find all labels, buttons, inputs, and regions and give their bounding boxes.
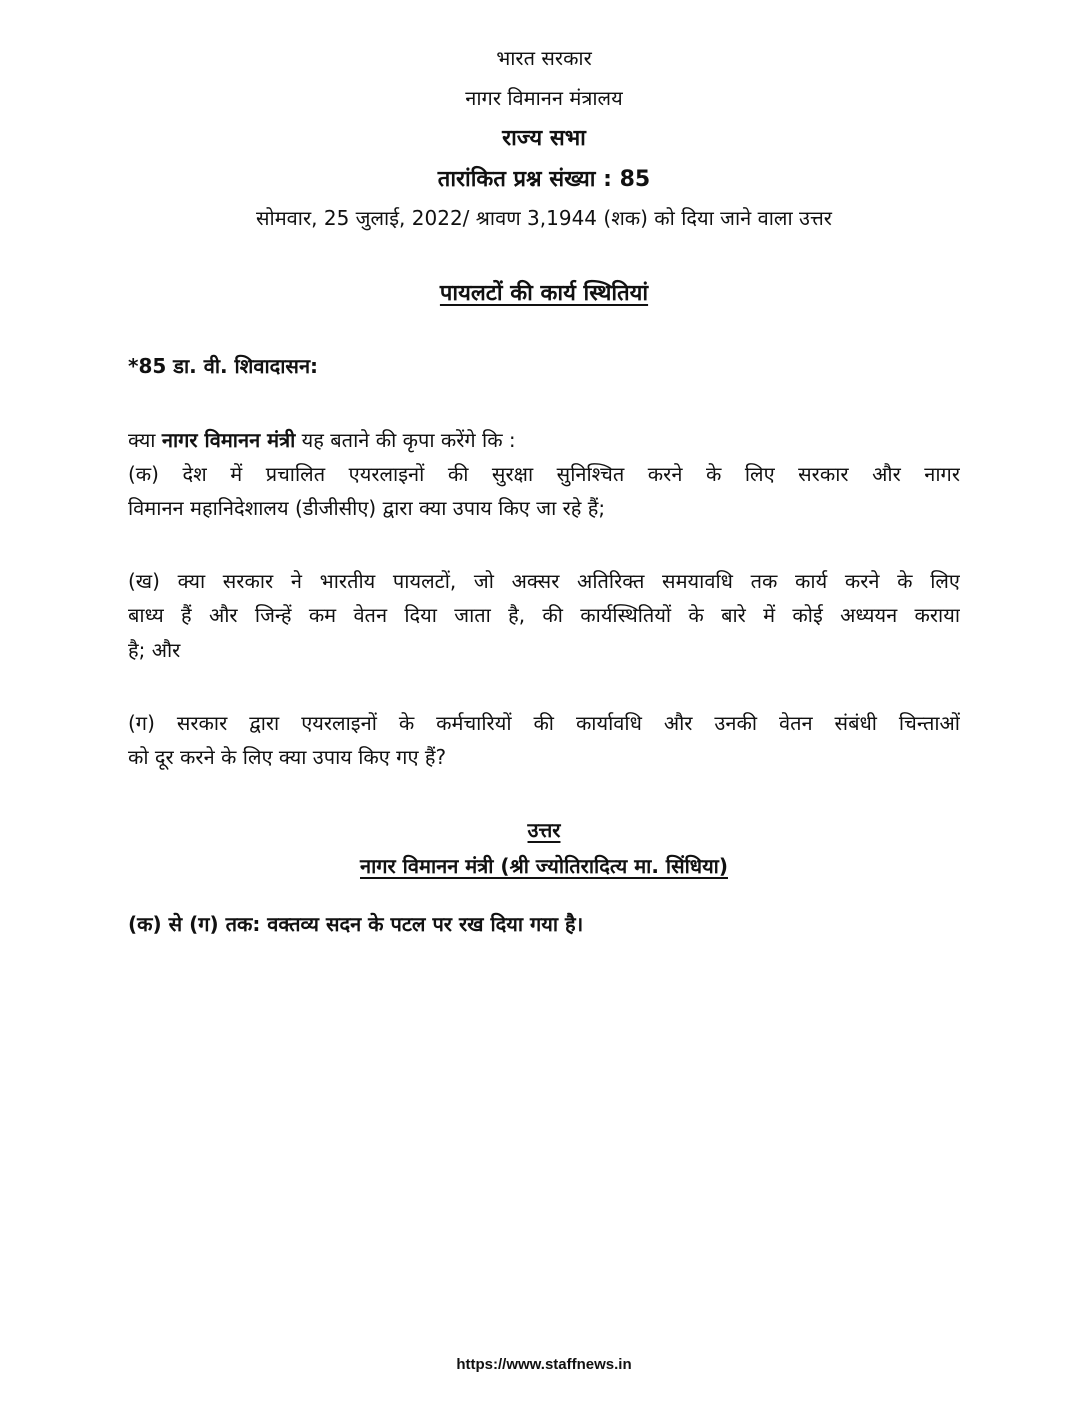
document-title: पायलटों की कार्य स्थितियां [439, 281, 649, 306]
government-name: भारत सरकार [496, 46, 592, 70]
footer-url: https://www.staffnews.in [456, 1356, 632, 1373]
question-ga-line-1: (ग) सरकार द्वारा एयरलाइनों के कर्मचारियों की कार्यावधि और उनकी वेतन संबंधी चिन्ताओं [128, 711, 960, 735]
question-number: तारांकित प्रश्न संख्या : 85 [437, 167, 651, 192]
question-ka-line-2: विमानन महानिदेशालय (डीजीसीए) द्वारा क्या उपाय किए जा रहे हैं; [128, 496, 606, 520]
intro-prefix: क्या [128, 428, 162, 452]
answer-text: (क) से (ग) तक: वक्तव्य सदन के पटल पर रख दिया गया है। [128, 912, 584, 936]
question-kha-line-2: बाध्य हैं और जिन्हें कम वेतन दिया जाता है, की कार्यस्थितियों के बारे में कोई अध्ययन कराया [128, 603, 960, 627]
question-kha-line-3: है; और [128, 638, 181, 662]
answer-minister: नागर विमानन मंत्री (श्री ज्योतिरादित्य मा. सिंधिया) [360, 854, 728, 878]
intro-minister: नागर विमानन मंत्री [161, 428, 296, 452]
intro-line [128, 426, 516, 453]
questioner-name: *85 डा. वी. शिवादासन: [128, 354, 319, 378]
intro-suffix: यह बताने की कृपा करेंगे कि : [295, 428, 516, 452]
answer-date-line: सोमवार, 25 जुलाई, 2022/ श्रावण 3,1944 (शक) को दिया जाने वाला उत्तर [256, 206, 832, 230]
question-ka-line-1: (क) देश में प्रचालित एयरलाइनों की सुरक्षा सुनिश्चित करने के लिए सरकार और नागर [128, 462, 960, 486]
question-ga-line-2: को दूर करने के लिए क्या उपाय किए गए हैं? [128, 745, 447, 769]
house-name: राज्य सभा [502, 126, 586, 151]
answer-heading: उत्तर [527, 818, 561, 842]
ministry-name: नागर विमानन मंत्रालय [465, 86, 623, 110]
question-kha-line-1: (ख) क्या सरकार ने भारतीय पायलटों, जो अक्सर अतिरिक्त समयावधि तक कार्य करने के लिए [128, 569, 960, 593]
